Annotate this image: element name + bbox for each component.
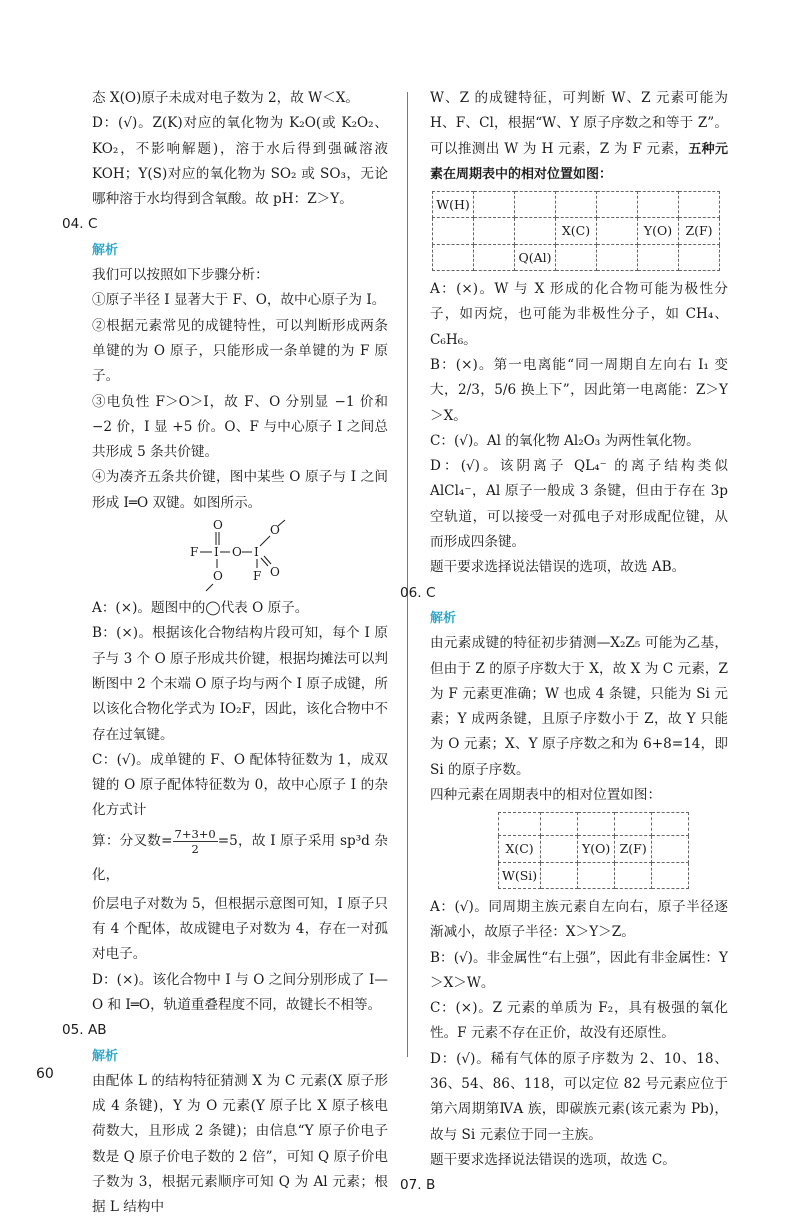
paragraph: C：(√)。Al 的氧化物 Al₂O₃ 为两性氧化物。 bbox=[430, 432, 700, 449]
table-cell: W(H) bbox=[433, 192, 474, 218]
table-row bbox=[433, 244, 720, 270]
paragraph: A：(√)。同周期主族元素自左向右，原子半径逐渐减小，故原子半径：X＞Y＞Z。 bbox=[430, 898, 728, 941]
table-cell bbox=[541, 813, 578, 836]
paragraph: A：(×)。题图中的◯代表 O 原子。 bbox=[92, 600, 309, 617]
analysis-label: 解析 bbox=[430, 610, 457, 626]
table-cell: Z(F) bbox=[615, 836, 652, 862]
atom-f: F bbox=[190, 545, 199, 560]
paragraph: D：(√)。Z(K)对应的氧化物为 K₂O(或 K₂O₂、KO₂，不影响解题)，溶于水后得到强碱溶液 KOH；Y(S)对应的氧化物为 SO₂ 或 SO₃，无论哪种溶于水均得到含氧酸。故 pH：Z＞Y。 bbox=[92, 115, 388, 208]
molecular-structure-diagram bbox=[188, 518, 308, 594]
atom-o: O bbox=[270, 565, 280, 580]
atom-o: O bbox=[270, 523, 280, 538]
question-04-answer: 04. C bbox=[62, 216, 98, 233]
question-07-answer: 07. B bbox=[400, 1177, 436, 1194]
table-cell: W(Si) bbox=[499, 862, 541, 888]
atom-i: I bbox=[254, 545, 259, 560]
bond bbox=[206, 584, 213, 591]
table-cell bbox=[615, 813, 652, 836]
table-cell bbox=[597, 244, 638, 270]
table-cell bbox=[638, 192, 679, 218]
paragraph: 我们可以按照如下步骤分析： bbox=[92, 267, 269, 284]
table-row bbox=[499, 862, 689, 888]
paragraph: B：(√)。非金属性“右上强”，因此有非金属性：Y＞X＞W。 bbox=[430, 949, 728, 991]
paragraph: 态 X(O)原子未成对电子数为 2，故 W＜X。 bbox=[92, 90, 360, 106]
table-cell bbox=[433, 218, 474, 244]
question-05-answer: 05. AB bbox=[62, 1022, 107, 1039]
text: W、Z 的成键特征，可判断 W、Z 元素可能为 H、F、Cl，根据“W、Y 原子序数之和等于 Z”。可以推测出 W 为 H 元素，Z 为 F 元素， bbox=[430, 90, 728, 157]
table-cell bbox=[652, 836, 689, 862]
table-cell bbox=[615, 862, 652, 888]
table-cell bbox=[578, 813, 615, 836]
table-cell: X(C) bbox=[499, 836, 541, 862]
formula-text: =5，故 I 原子采用 sp³d 杂化， bbox=[92, 832, 389, 883]
table-cell bbox=[541, 836, 578, 862]
paragraph: ③电负性 F＞O＞I，故 F、O 分别显 −1 价和 −2 价，I 显 +5 价。O、F 与中心原子 I 之间总共形成 5 条共价键。 bbox=[92, 393, 388, 461]
paragraph: D：(√)。该阴离子 QL₄⁻ 的离子结构类似 AlCl₄⁻，Al 原子一般成 3 条键，但由于存在 3p 空轨道，可以接受一对孤电子对形成配位键，从而形成四条键。 bbox=[430, 458, 728, 551]
paragraph: 题干要求选择说法错误的选项，故选 AB。 bbox=[430, 559, 686, 576]
left-column bbox=[62, 86, 389, 1221]
column-divider bbox=[407, 92, 408, 1057]
atom-o: O bbox=[232, 545, 242, 560]
paragraph: ②根据元素常见的成键特性，可以判断形成两条单键的为 O 原子，只能形成一条单键的为 F 原子。 bbox=[92, 317, 388, 385]
table-cell bbox=[556, 192, 597, 218]
table-row bbox=[433, 192, 720, 218]
paragraph: B：(×)。第一电离能“同一周期自左向右 I₁ 变大，2/3，5/6 换上下”，因此第一电离能：Z＞Y＞X。 bbox=[430, 356, 728, 424]
paragraph: C：(√)。成单键的 F、O 配体特征数为 1，成双键的 O 原子配体特征数为 0，故中心原子 I 的杂化方式计 bbox=[92, 751, 388, 819]
table-cell: Z(F) bbox=[679, 218, 720, 244]
table-cell bbox=[597, 218, 638, 244]
fraction-numerator: 7+3+0 bbox=[174, 826, 216, 841]
paragraph: C：(×)。Z 元素的单质为 F₂，具有极强的氧化性。F 元素不存在正价，故没有还原性。 bbox=[430, 1000, 728, 1042]
paragraph: 由元素成键的特征初步猜测—X₂Z₅ 可能为乙基，但由于 Z 的原子序数大于 X，故 X 为 C 元素，Z 为 F 元素更准确；W 也成 4 条键，只能为 Si 元素；Y 成两条键，且原子序数小于 Z，故 Y 只能为 O 元素；X、Y 原子序数之和为 6+8=14，即 Si 的原子序数。 bbox=[430, 635, 728, 778]
atom-i: I bbox=[214, 545, 219, 560]
table-cell bbox=[515, 192, 556, 218]
table-row bbox=[433, 218, 720, 244]
table-cell bbox=[638, 244, 679, 270]
fraction-denominator: 2 bbox=[191, 841, 199, 856]
table-cell bbox=[597, 192, 638, 218]
paragraph: B：(×)。根据该化合物结构片段可知，每个 I 原子与 3 个 O 原子形成共价键，根据均摊法可以判断图中 2 个末端 O 原子均与两个 I 原子成键，所以该化合物化学式为 IO₂F，因此，该化合物中不存在过氧键。 bbox=[92, 625, 388, 743]
table-cell bbox=[499, 813, 541, 836]
paragraph: ④为凑齐五条共价键，图中某些 O 原子与 I 之间形成 I═O 双键。如图所示。 bbox=[92, 469, 388, 511]
table-cell bbox=[679, 244, 720, 270]
page-number: 60 bbox=[36, 1066, 54, 1082]
table-cell bbox=[541, 862, 578, 888]
table-cell: Y(O) bbox=[578, 836, 615, 862]
table-cell bbox=[474, 192, 515, 218]
paragraph: 题干要求选择说法错误的选项，故选 C。 bbox=[430, 1151, 676, 1168]
paragraph: 由配体 L 的结构特征猜测 X 为 C 元素(X 原子形成 4 条键)，Y 为 O 元素(Y 原子比 X 原子核电荷数大，且形成 2 条键)；由信息“Y 原子价电子数是 Q 原子价电子数的 2 倍”，可知 Q 原子价电子数为 3，根据元素顺序可知 Q 为 Al 元素；根据 L 结构中 bbox=[92, 1072, 388, 1216]
analysis-label: 解析 bbox=[92, 242, 119, 258]
paragraph: D：(√)。稀有气体的原子序数为 2、10、18、36、54、86、118，可以定位 82 号元素应位于第六周期第ⅣA 族，即碳族元素(该元素为 Pb)，故与 Si 元素位于同一主族。 bbox=[430, 1050, 728, 1143]
atom-f: F bbox=[253, 569, 262, 584]
bond bbox=[260, 536, 270, 546]
table-cell bbox=[556, 244, 597, 270]
table-cell bbox=[474, 218, 515, 244]
paragraph: 四种元素在周期表中的相对位置如图： bbox=[430, 787, 662, 804]
paragraph: D：(×)。该化合物中 I 与 O 之间分别形成了 I—O 和 I═O，轨道重叠程度不同，故键长不相等。 bbox=[92, 971, 388, 1013]
table-cell bbox=[433, 244, 474, 270]
table-cell: Q(Al) bbox=[515, 244, 556, 270]
paragraph: A：(×)。W 与 X 形成的化合物可能为极性分子，如丙烷，也可能为非极性分子，如 CH₄、C₆H₆。 bbox=[430, 281, 728, 348]
table-cell bbox=[474, 244, 515, 270]
formula-line bbox=[88, 824, 388, 892]
paragraph: ①原子半径 I 显著大于 F、O，故中心原子为 I。 bbox=[92, 292, 386, 309]
analysis-label: 解析 bbox=[92, 1048, 119, 1064]
emphasized-text: 五种元素在周期表中的相对位置如图： bbox=[430, 141, 728, 182]
fraction bbox=[173, 827, 218, 856]
table-cell bbox=[679, 192, 720, 218]
right-column bbox=[400, 86, 728, 1198]
table-cell bbox=[578, 862, 615, 888]
formula-text: 算：分叉数= bbox=[92, 832, 173, 849]
table-cell bbox=[652, 862, 689, 888]
table-row bbox=[499, 813, 689, 836]
periodic-table-diagram-2 bbox=[498, 812, 689, 889]
atom-o: O bbox=[213, 569, 223, 584]
periodic-table-diagram-1 bbox=[432, 191, 720, 271]
table-row bbox=[499, 836, 689, 862]
atom-o: O bbox=[213, 518, 223, 533]
question-06-answer: 06. C bbox=[400, 584, 436, 601]
table-cell bbox=[515, 218, 556, 244]
table-cell bbox=[652, 813, 689, 836]
table-cell: X(C) bbox=[556, 218, 597, 244]
paragraph: 价层电子对数为 5，但根据示意图可知，I 原子只有 4 个配体，故成键电子对数为 4，存在一对孤对电子。 bbox=[92, 895, 388, 963]
table-cell: Y(O) bbox=[638, 218, 679, 244]
paragraph bbox=[426, 86, 728, 187]
